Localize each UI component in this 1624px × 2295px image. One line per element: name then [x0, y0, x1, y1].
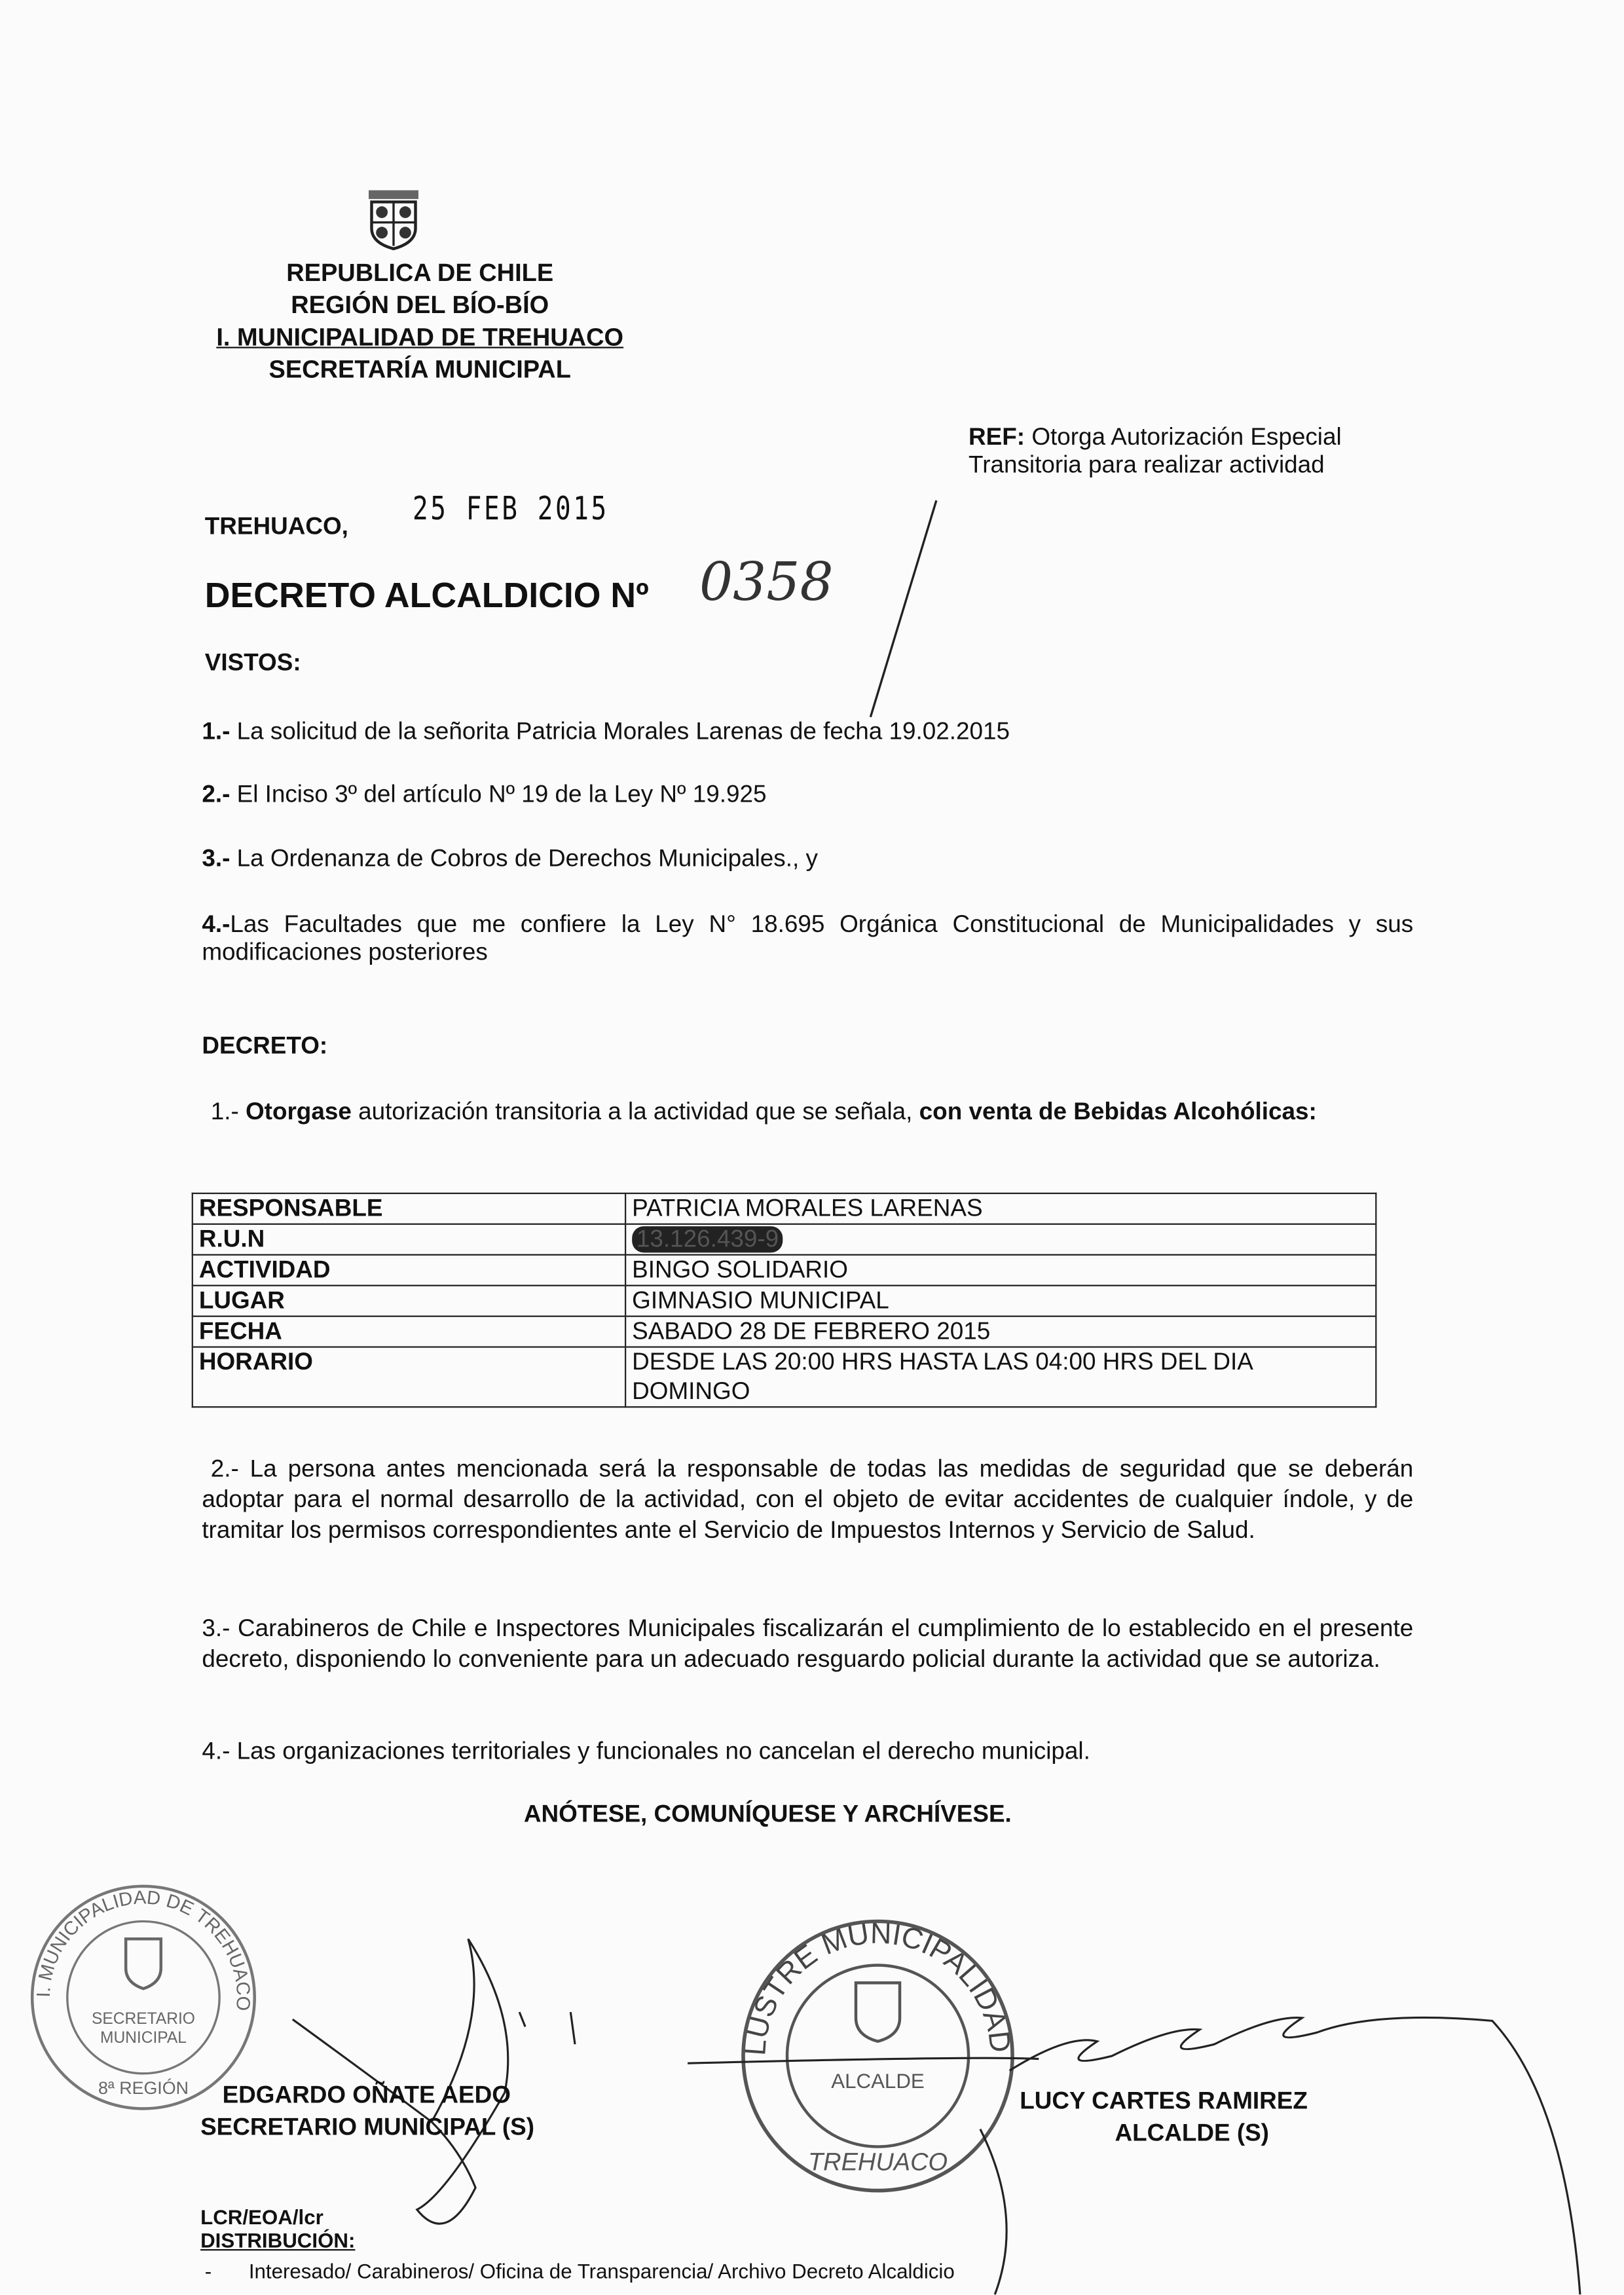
svg-text:I. MUNICIPALIDAD DE TREHUACO: I. MUNICIPALIDAD DE TREHUACO: [33, 1887, 254, 2012]
secretary-name: EDGARDO OÑATE AEDO: [222, 2082, 511, 2109]
handwritten-stroke: [863, 498, 951, 732]
vistos-item: [202, 912, 1413, 967]
table-key: LUGAR: [193, 1286, 625, 1316]
table-key: R.U.N: [193, 1224, 625, 1255]
table-row: [193, 1224, 1376, 1255]
secretary-stamp: [26, 1880, 260, 2114]
reference: [969, 424, 1342, 480]
closing-formula: ANÓTESE, COMUNÍQUESE Y ARCHÍVESE.: [523, 1801, 1012, 1828]
table-value: GIMNASIO MUNICIPAL: [625, 1286, 1376, 1316]
table-value: SABADO 28 DE FEBRERO 2015: [625, 1316, 1376, 1347]
para-text: autorización transitoria a la actividad que se señala,: [351, 1098, 919, 1126]
table-value: [625, 1224, 1376, 1255]
decreto-paragraph-1: [202, 1098, 1413, 1129]
header-department: SECRETARÍA MUNICIPAL: [268, 355, 571, 384]
svg-text:ALCALDE: ALCALDE: [831, 2070, 925, 2093]
table-row: [193, 1255, 1376, 1286]
mayor-title: ALCALDE (S): [1115, 2120, 1269, 2147]
svg-text:SECRETARIO: SECRETARIO: [92, 2009, 195, 2028]
item-number: 2.-: [202, 781, 231, 808]
svg-text:TREHUACO: TREHUACO: [807, 2148, 948, 2176]
table-value: DESDE LAS 20:00 HRS HASTA LAS 04:00 HRS DEL DIA DOMINGO: [625, 1347, 1376, 1408]
mayor-name: LUCY CARTES RAMIREZ: [1020, 2088, 1308, 2115]
ref-line1: Otorga Autorización Especial: [1031, 424, 1342, 451]
bold-text: Otorgase: [245, 1098, 352, 1126]
table-key: ACTIVIDAD: [193, 1255, 625, 1286]
ref-label: REF:: [969, 424, 1025, 451]
item-text: La Ordenanza de Cobros de Derechos Municipales., y: [230, 846, 818, 872]
decreto-paragraph-4: 4.- Las organizaciones territoriales y funcionales no cancelan el derecho municipal.: [202, 1738, 1090, 1765]
table-value: PATRICIA MORALES LARENAS: [625, 1193, 1376, 1224]
item-text: Las Facultades que me confiere la Ley N° 18.695 Orgánica Constitucional de Municipalidades y sus modificaciones posteriores: [202, 911, 1414, 966]
redacted-run: 13.126.439-9: [632, 1226, 783, 1252]
vistos-item: [202, 846, 818, 873]
distribution-bullet: -: [204, 2259, 212, 2283]
place: TREHUACO,: [204, 513, 348, 540]
coat-of-arms-icon: [363, 185, 424, 252]
decreto-paragraph-3: 3.- Carabineros de Chile e Inspectores Municipales fiscalizarán el cumplimiento de lo establecido en el presente decreto, disponiendo lo conveniente para un adecuado resguardo policial durante la actividad que se autoriza.: [202, 1615, 1414, 1673]
decree-title: DECRETO ALCALDICIO Nº: [204, 576, 649, 616]
date-stamp: 25 FEB 2015: [413, 491, 609, 529]
para-number: 1.-: [210, 1098, 246, 1126]
ref-line2: Transitoria para realizar actividad: [969, 452, 1325, 479]
header-country: REPUBLICA DE CHILE: [286, 259, 554, 287]
vistos-item: [202, 718, 1010, 746]
item-text: La solicitud de la señorita Patricia Morales Larenas de fecha 19.02.2015: [230, 718, 1010, 745]
initials: LCR/EOA/lcr: [200, 2205, 323, 2229]
svg-text:8ª REGIÓN: 8ª REGIÓN: [98, 2078, 189, 2099]
table-row: [193, 1286, 1376, 1316]
table-key: HORARIO: [193, 1347, 625, 1408]
item-text: El Inciso 3º del artículo Nº 19 de la Ley Nº 19.925: [230, 781, 767, 808]
header-municipality: I. MUNICIPALIDAD DE TREHUACO: [216, 323, 624, 352]
header-region: REGIÓN DEL BÍO-BÍO: [291, 291, 549, 320]
vistos-heading: VISTOS:: [204, 649, 301, 677]
distribution-list: Interesado/ Carabineros/ Oficina de Transparencia/ Archivo Decreto Alcaldicio: [248, 2259, 955, 2283]
table-row: [193, 1316, 1376, 1347]
item-number: 3.-: [202, 846, 231, 872]
svg-text:MUNICIPAL: MUNICIPAL: [100, 2028, 187, 2047]
table-value: BINGO SOLIDARIO: [625, 1255, 1376, 1286]
decree-number: 0358: [699, 553, 834, 614]
bold-text: con venta de Bebidas Alcohólicas:: [919, 1098, 1317, 1126]
svg-text:LUSTRE MUNICIPALIDAD: LUSTRE MUNICIPALIDAD: [739, 1917, 1016, 2057]
table-row: [193, 1347, 1376, 1408]
decreto-paragraph-2: 2.- La persona antes mencionada será la responsable de todas las medidas de seguridad que se deberán adoptar para el normal desarrollo de la actividad, con el objeto de evitar accidentes de cualquier índole, y de tramitar los permisos correspondientes ante el Servicio de Impuestos Internos y Servicio de Salud.: [202, 1456, 1414, 1544]
vistos-item: [202, 781, 766, 809]
distribution-heading: DISTRIBUCIÓN:: [200, 2228, 356, 2252]
item-number: 1.-: [202, 718, 231, 745]
item-number: 4.-: [202, 911, 231, 939]
table-key: RESPONSABLE: [193, 1193, 625, 1224]
table-key: FECHA: [193, 1316, 625, 1347]
activity-table: [192, 1193, 1377, 1408]
table-row: [193, 1193, 1376, 1224]
decreto-heading: DECRETO:: [202, 1033, 328, 1060]
mayor-signature: [688, 2026, 1624, 2294]
secretary-title: SECRETARIO MUNICIPAL (S): [200, 2114, 535, 2141]
